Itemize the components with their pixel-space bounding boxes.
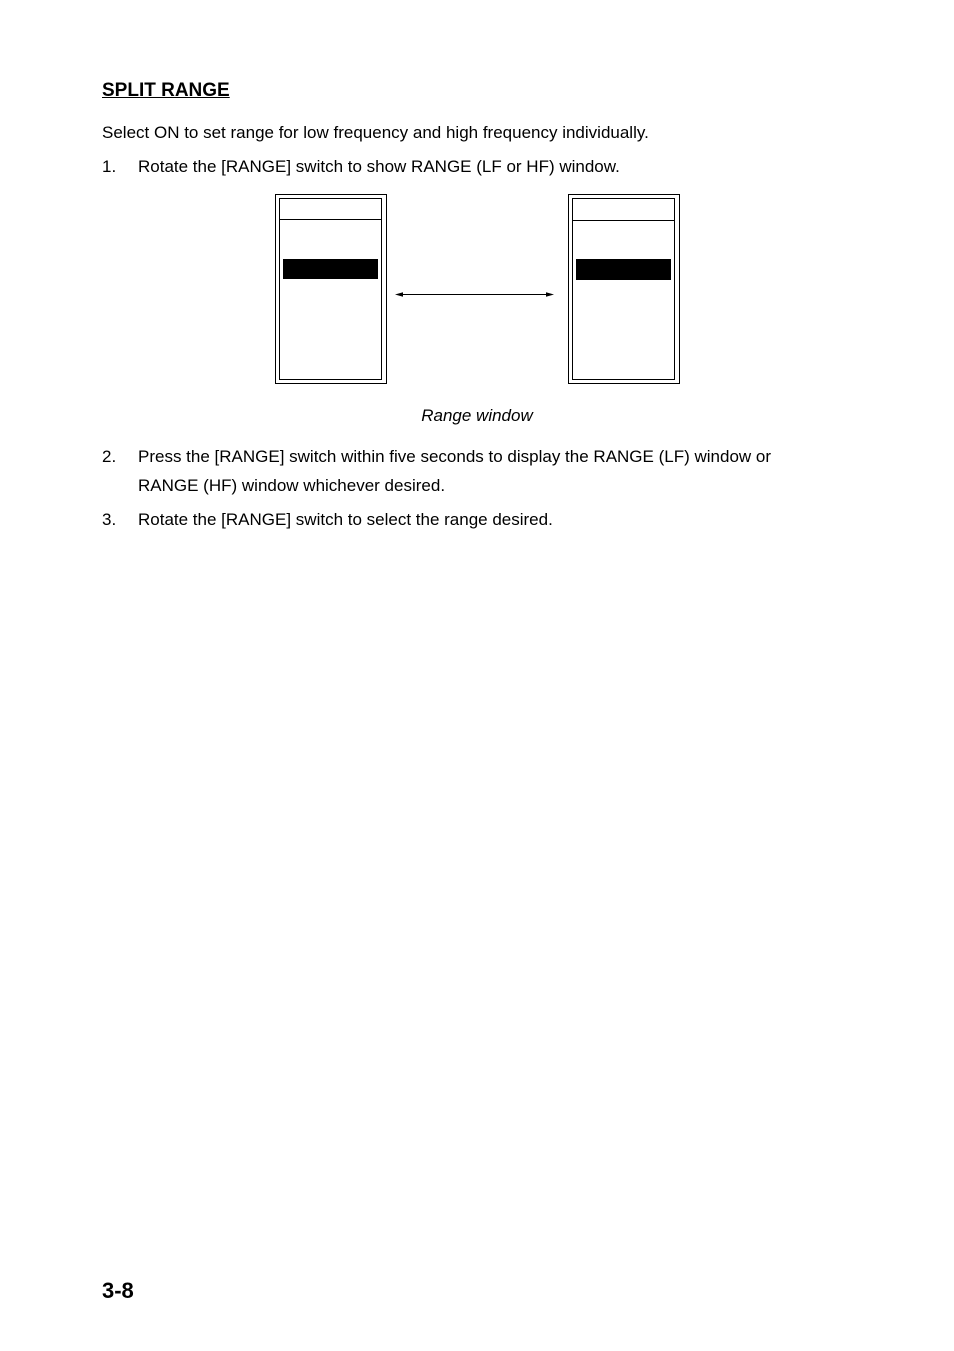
step-2 xyxy=(102,442,822,500)
step-text: Rotate the [RANGE] switch to select the range desired. xyxy=(138,510,553,529)
step-number: 3. xyxy=(102,510,117,529)
range-window-hf xyxy=(569,195,680,384)
selected-range-bar xyxy=(283,259,378,279)
range-window-figure xyxy=(270,190,690,390)
range-window-diagram xyxy=(270,190,690,390)
figure-caption: Range window xyxy=(421,406,533,425)
step-text: Rotate the [RANGE] switch to show RANGE (LF or HF) window. xyxy=(138,157,620,176)
double-arrow-icon xyxy=(395,292,554,296)
section-title: SPLIT RANGE xyxy=(102,80,230,101)
page-number: 3-8 xyxy=(102,1278,134,1303)
step-number: 1. xyxy=(102,157,117,176)
selected-range-bar xyxy=(576,259,671,280)
step-text: Press the [RANGE] switch within five seconds to display the RANGE (LF) window or RANGE (HF) window whichever desired. xyxy=(138,447,772,495)
step-1 xyxy=(102,152,822,181)
step-number: 2. xyxy=(102,447,117,466)
range-window-lf xyxy=(276,195,387,384)
step-3 xyxy=(102,505,822,534)
intro-paragraph: Select ON to set range for low frequency and high frequency individually. xyxy=(102,123,649,142)
